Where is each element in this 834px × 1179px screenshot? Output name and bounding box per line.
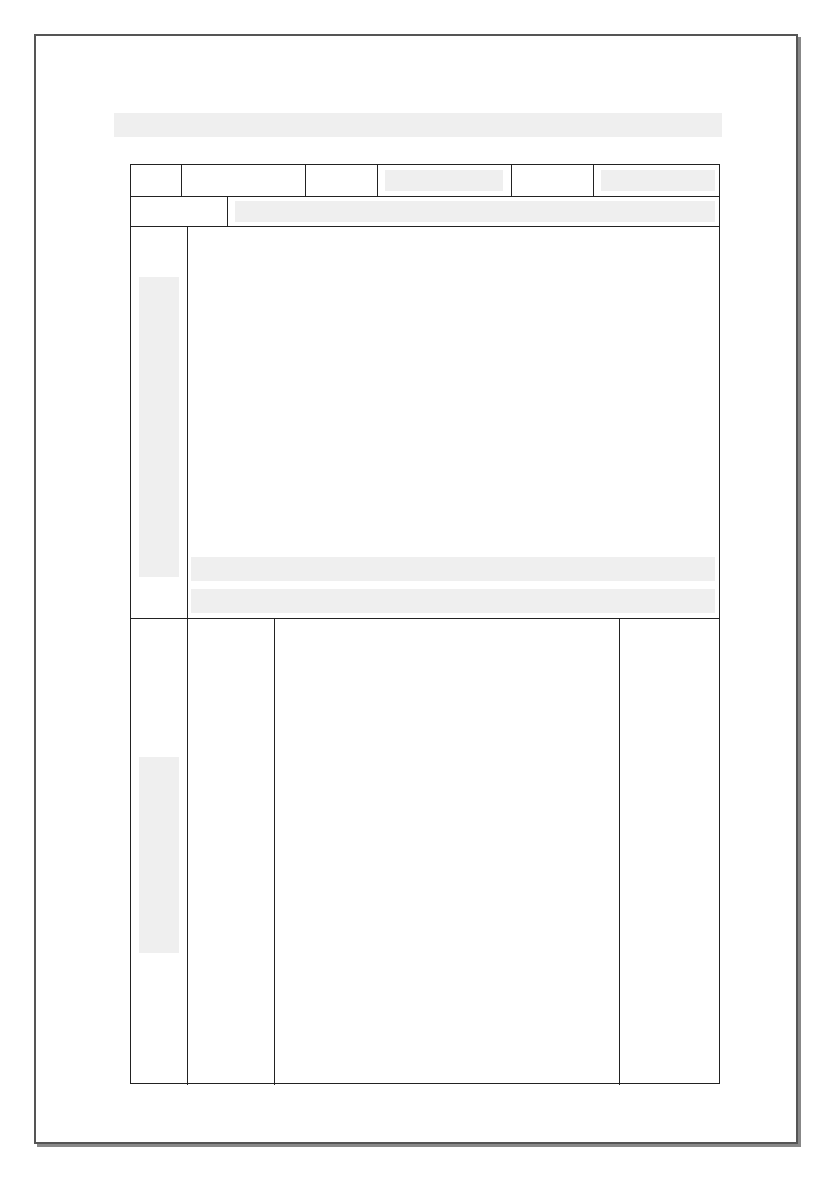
- title-label: [305, 165, 375, 196]
- info-row: [131, 165, 719, 197]
- total-hours-value: [601, 170, 715, 191]
- textbook-label: [131, 197, 227, 226]
- total-hours-label: [511, 165, 593, 196]
- textbook-value: [235, 201, 715, 222]
- schedule-label: [139, 757, 179, 953]
- name-value: [187, 165, 275, 196]
- objectives-section: [131, 227, 719, 619]
- schedule-section: [131, 619, 719, 1085]
- header-gray-bar: [114, 113, 722, 137]
- title-value: [385, 170, 503, 191]
- objectives-blank-line: [191, 557, 715, 581]
- textbook-row: [131, 197, 719, 227]
- course-table: [130, 164, 720, 1084]
- objectives-blank-line: [191, 589, 715, 613]
- objectives-label: [139, 277, 179, 577]
- name-label: [131, 165, 181, 196]
